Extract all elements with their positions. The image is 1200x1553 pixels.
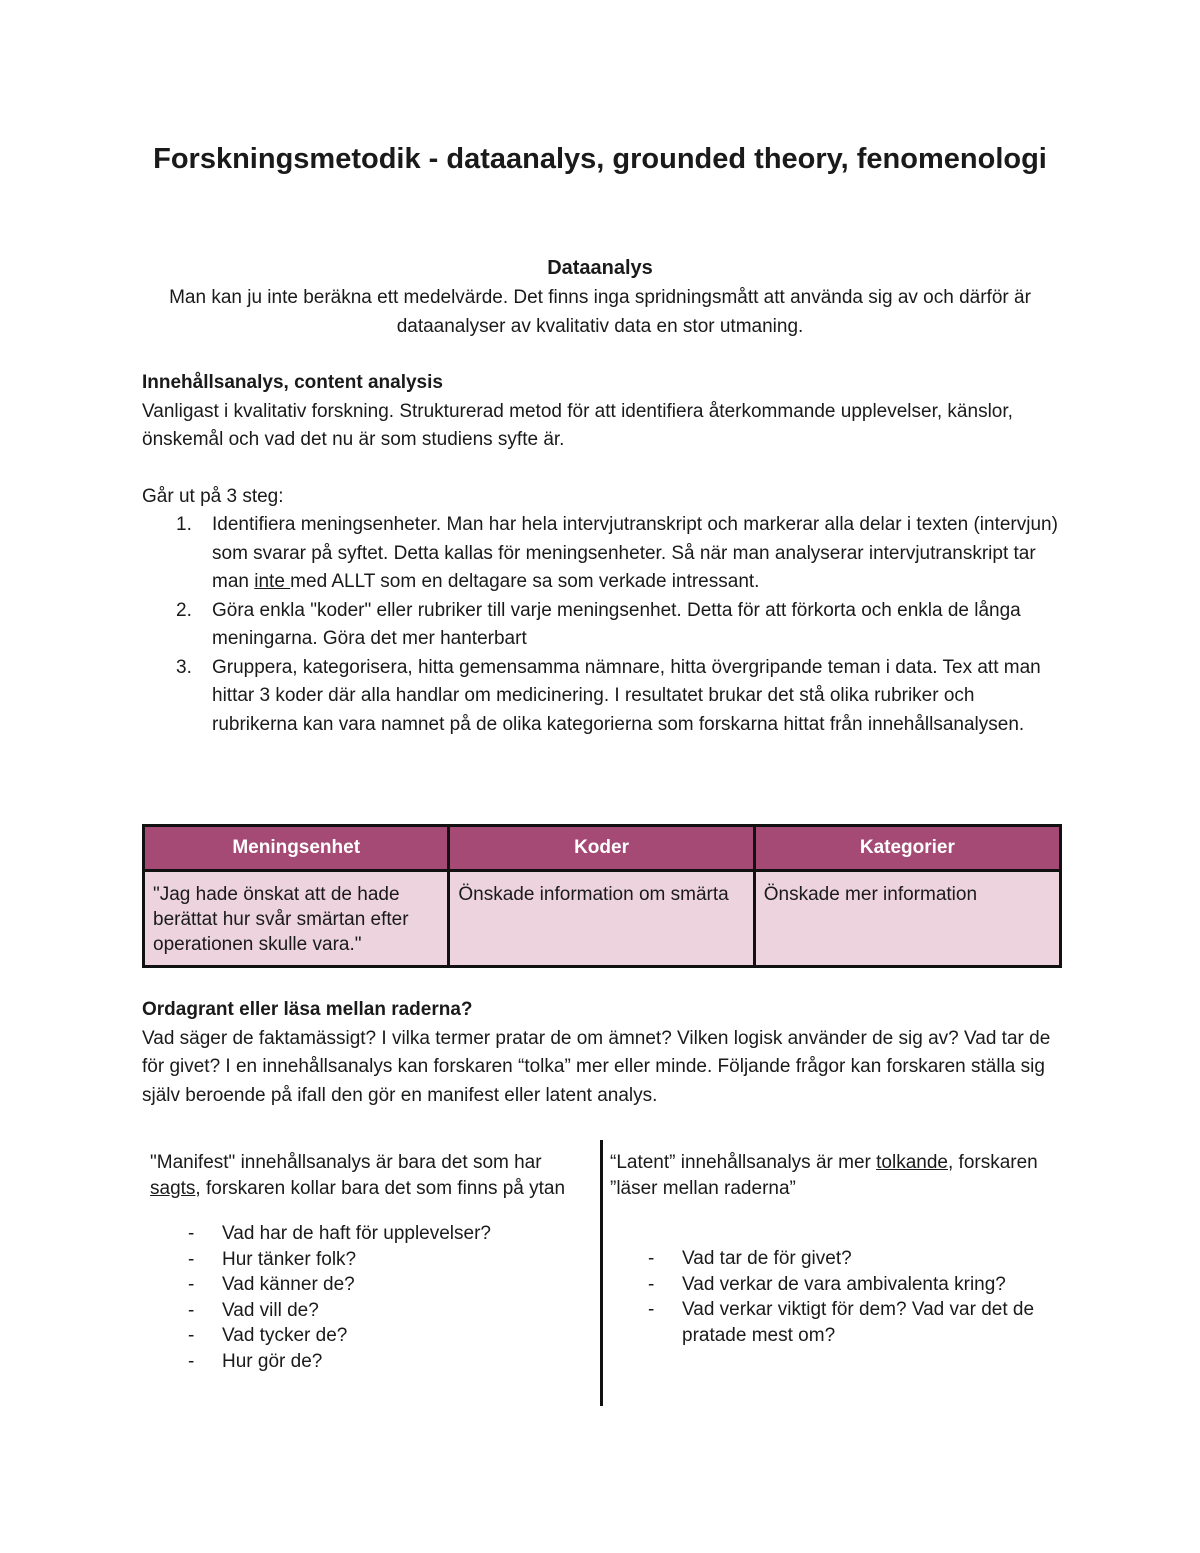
table-header-meningsenhet: Meningsenhet — [144, 826, 449, 871]
ordagrant-paragraph: Vad säger de faktamässigt? I vilka termer pratar de om ämnet? Vilken logisk använder de sig av? Vad tar de för givet? I en innehållsanalys kan forskaren “tolka” mer eller minde. Följande frågor kan forskaren ställa sig själv beroende på ifall den gör en manifest eller latent analys. — [142, 1027, 1051, 1106]
steps-list — [142, 511, 1062, 739]
table-header-row — [144, 826, 1061, 871]
underlined-text: sagts — [150, 1177, 196, 1199]
list-item: - Hur gör de? — [188, 1350, 323, 1372]
page-title: Forskningsmetodik - dataanalys, grounded theory, fenomenologi — [153, 143, 1047, 175]
manifest-question-list — [150, 1221, 590, 1374]
manifest-latent-comparison — [142, 1140, 1062, 1406]
list-item: - Vad verkar de vara ambivalenta kring? — [648, 1273, 1006, 1295]
list-item: - Hur tänker folk? — [188, 1248, 357, 1270]
list-item-text: Göra enkla "koder" eller rubriker till varje meningsenhet. Detta för att förkorta och enkla de långa meningarna. Göra det mer hanterbart — [212, 599, 1021, 649]
list-item — [142, 654, 1062, 740]
list-item-number: 1. — [176, 514, 192, 535]
list-item-number: 3. — [176, 656, 192, 678]
list-item: - Vad känner de? — [188, 1274, 355, 1295]
steps-intro: Går ut på 3 steg: — [142, 486, 284, 507]
table-header-koder: Koder — [449, 826, 754, 871]
manifest-intro: "Manifest" innehållsanalys är bara det som har sagts, forskaren kollar bara det som finns på ytan — [150, 1152, 566, 1199]
table-cell: Önskade mer information — [754, 871, 1060, 967]
list-item: - Vad tycker de? — [188, 1325, 348, 1346]
ordagrant-section — [142, 996, 1072, 1110]
section-heading-innehallsanalys: Innehållsanalys, content analysis — [142, 372, 443, 393]
manifest-column — [150, 1150, 590, 1374]
list-item: - Vad vill de? — [188, 1299, 319, 1321]
list-item-text: Identifiera meningsenheter. Man har hela intervjutranskript och markerar alla delar i texten (intervjun) som svarar på syftet. Detta kallas för meningsenheter. Så när man analyserar intervjutranskript tar man inte med ALLT som en deltagare sa som verkade intressant. — [212, 514, 1058, 592]
latent-intro: “Latent” innehållsanalys är mer tolkande, forskaren ”läser mellan raderna” — [610, 1152, 1038, 1199]
table-header-kategorier: Kategorier — [754, 826, 1060, 871]
list-item: - Vad tar de för givet? — [648, 1248, 852, 1269]
underlined-text: inte — [254, 571, 291, 592]
list-item: - Vad har de haft för upplevelser? — [188, 1223, 491, 1244]
list-item — [142, 511, 1062, 597]
dataanalys-paragraph: Man kan ju inte beräkna ett medelvärde. Det finns inga spridningsmått att använda sig av och därför är dataanalyser av kvalitativ data en stor utmaning. — [169, 287, 1031, 337]
list-item: - Vad verkar viktigt för dem? Vad var det de pratade mest om? — [648, 1299, 1035, 1346]
analysis-table — [142, 824, 1062, 968]
table-row — [144, 871, 1061, 967]
innehallsanalys-section — [142, 369, 1072, 455]
section-heading-ordagrant: Ordagrant eller läsa mellan raderna? — [142, 999, 473, 1020]
list-item-text: Gruppera, kategorisera, hitta gemensamma nämnare, hitta övergripande teman i data. Tex att man hittar 3 koder där alla handlar om medicinering. I resultatet brukar det stå olika rubriker och rubrikerna kan vara namnet på de olika kategorierna som forskarna hittat från innehållsanalysen. — [212, 656, 1041, 735]
list-item — [142, 597, 1062, 654]
latent-question-list — [610, 1246, 1050, 1348]
column-divider — [600, 1140, 603, 1406]
table-cell: Önskade information om smärta — [449, 871, 754, 967]
section-heading-dataanalys: Dataanalys — [547, 257, 653, 279]
innehallsanalys-paragraph: Vanligast i kvalitativ forskning. Strukturerad metod för att identifiera återkommande upplevelser, känslor, önskemål och vad det nu är som studiens syfte är. — [142, 400, 1013, 450]
latent-column — [610, 1150, 1050, 1348]
underlined-text: tolkande — [876, 1152, 948, 1173]
list-item-number: 2. — [176, 599, 192, 621]
table-cell: "Jag hade önskat att de hade berättat hur svår smärtan efter operationen skulle vara." — [144, 871, 449, 967]
